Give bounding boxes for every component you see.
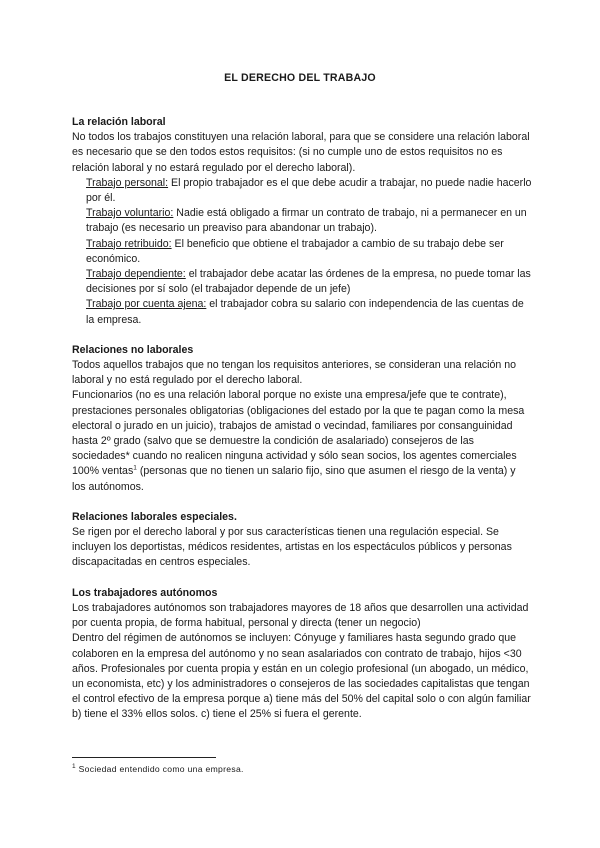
item-text: el trabajador cobra su salario con independencia de las cuentas de la empresa. xyxy=(86,298,524,326)
page-title: EL DERECHO DEL TRABAJO xyxy=(224,72,376,84)
paragraph: No todos los trabajos constituyen una relación laboral, para que se considere una relación laboral es necesario que se den todos estos requisitos: (si no cumple uno de estos requisitos no es relación laboral y no estará regulado por el derecho laboral). xyxy=(72,131,530,174)
item-term: Trabajo voluntario: xyxy=(86,207,174,220)
list-item xyxy=(72,237,532,267)
paragraph: Se rigen por el derecho laboral y por sus características tienen una regulación especial. Se incluyen los deportistas, médicos residentes, artistas en los espectáculos públicos y personas discapacitadas en centros especiales. xyxy=(72,526,512,569)
paragraph: Los trabajadores autónomos son trabajadores mayores de 18 años que desarrollen una actividad por cuenta propia, de forma habitual, personal y directa (tener un negocio) xyxy=(72,601,529,630)
item-text: El propio trabajador es el que debe acudir a trabajar, no puede nadie hacerlo por él. xyxy=(86,176,532,205)
section-heading: Relaciones no laborales xyxy=(72,343,194,356)
section-relaciones-no-laborales xyxy=(72,343,532,495)
list-item xyxy=(72,206,532,236)
section-relaciones-especiales xyxy=(72,510,532,571)
item-term: Trabajo retribuido: xyxy=(86,237,172,250)
list-item xyxy=(72,176,532,206)
section-heading: Los trabajadores autónomos xyxy=(72,586,218,599)
footnote-divider xyxy=(72,757,216,758)
paragraph: Todos aquellos trabajos que no tengan los requisitos anteriores, se consideran una relación no laboral y no está regulado por el derecho laboral. xyxy=(72,359,517,387)
section-heading: Relaciones laborales especiales. xyxy=(72,510,237,523)
footnote-reference: 1 xyxy=(133,464,137,472)
paragraph-text: Funcionarios (no es una relación laboral porque no existe una empresa/jefe que te contrate), prestaciones personales obligatorias (obligaciones del estado por la que te pagan como la mesa electoral o jurado en un juicio), trabajos de amistad o vecindad, familiares por consanguinidad hasta 2º grado (salvo que se demuestre la condición de asalariado) consejeros de las sociedades* cuando no realicen ninguna actividad y sólo sean socios, los agentes comerciales 100% ventas xyxy=(72,389,525,478)
document-body xyxy=(72,115,532,738)
footnote xyxy=(72,763,532,775)
item-term: Trabajo por cuenta ajena: xyxy=(86,298,207,311)
paragraph: Dentro del régimen de autónomos se incluyen: Cónyuge y familiares hasta segundo grado que colaboren en la empresa del autónomo y no sean asalariados con contrato de trabajo, hijos <30 años. Profesionales por cuenta propia y están en un colegio profesional (un abogado, un médico, un economista, etc) y los administradores o consejeros de las sociedades capitalistas que tengan el control efectivo de la empresa porque a) tiene más del 50% del capital solo o con algún familiar b) tiene el 33% ellos solos. c) tiene el 25% si fuera el gerente. xyxy=(72,632,531,721)
item-text: El beneficio que obtiene el trabajador a cambio de su trabajo debe ser económico. xyxy=(86,237,504,265)
section-relacion-laboral xyxy=(72,115,532,328)
section-trabajadores-autonomos xyxy=(72,586,532,723)
item-text: Nadie está obligado a firmar un contrato de trabajo, ni a permanecer en un trabajo (es necesario un preaviso para abandonar un trabajo). xyxy=(86,207,527,235)
item-text: el trabajador debe acatar las órdenes de la empresa, no puede tomar las decisiones por sí solo (el trabajador depende de un jefe) xyxy=(86,268,531,296)
list-item xyxy=(72,267,532,297)
paragraph xyxy=(72,388,532,494)
section-heading: La relación laboral xyxy=(72,116,166,128)
footnote-marker: 1 xyxy=(72,763,76,771)
item-term: Trabajo dependiente: xyxy=(86,268,186,281)
item-term: Trabajo personal: xyxy=(86,176,169,189)
footnote-text: Sociedad entendido como una empresa. xyxy=(75,764,244,774)
paragraph-text: (personas que no tienen un salario fijo, sino que asumen el riesgo de la venta) y los autónomos. xyxy=(72,465,516,493)
list-item xyxy=(72,297,532,327)
